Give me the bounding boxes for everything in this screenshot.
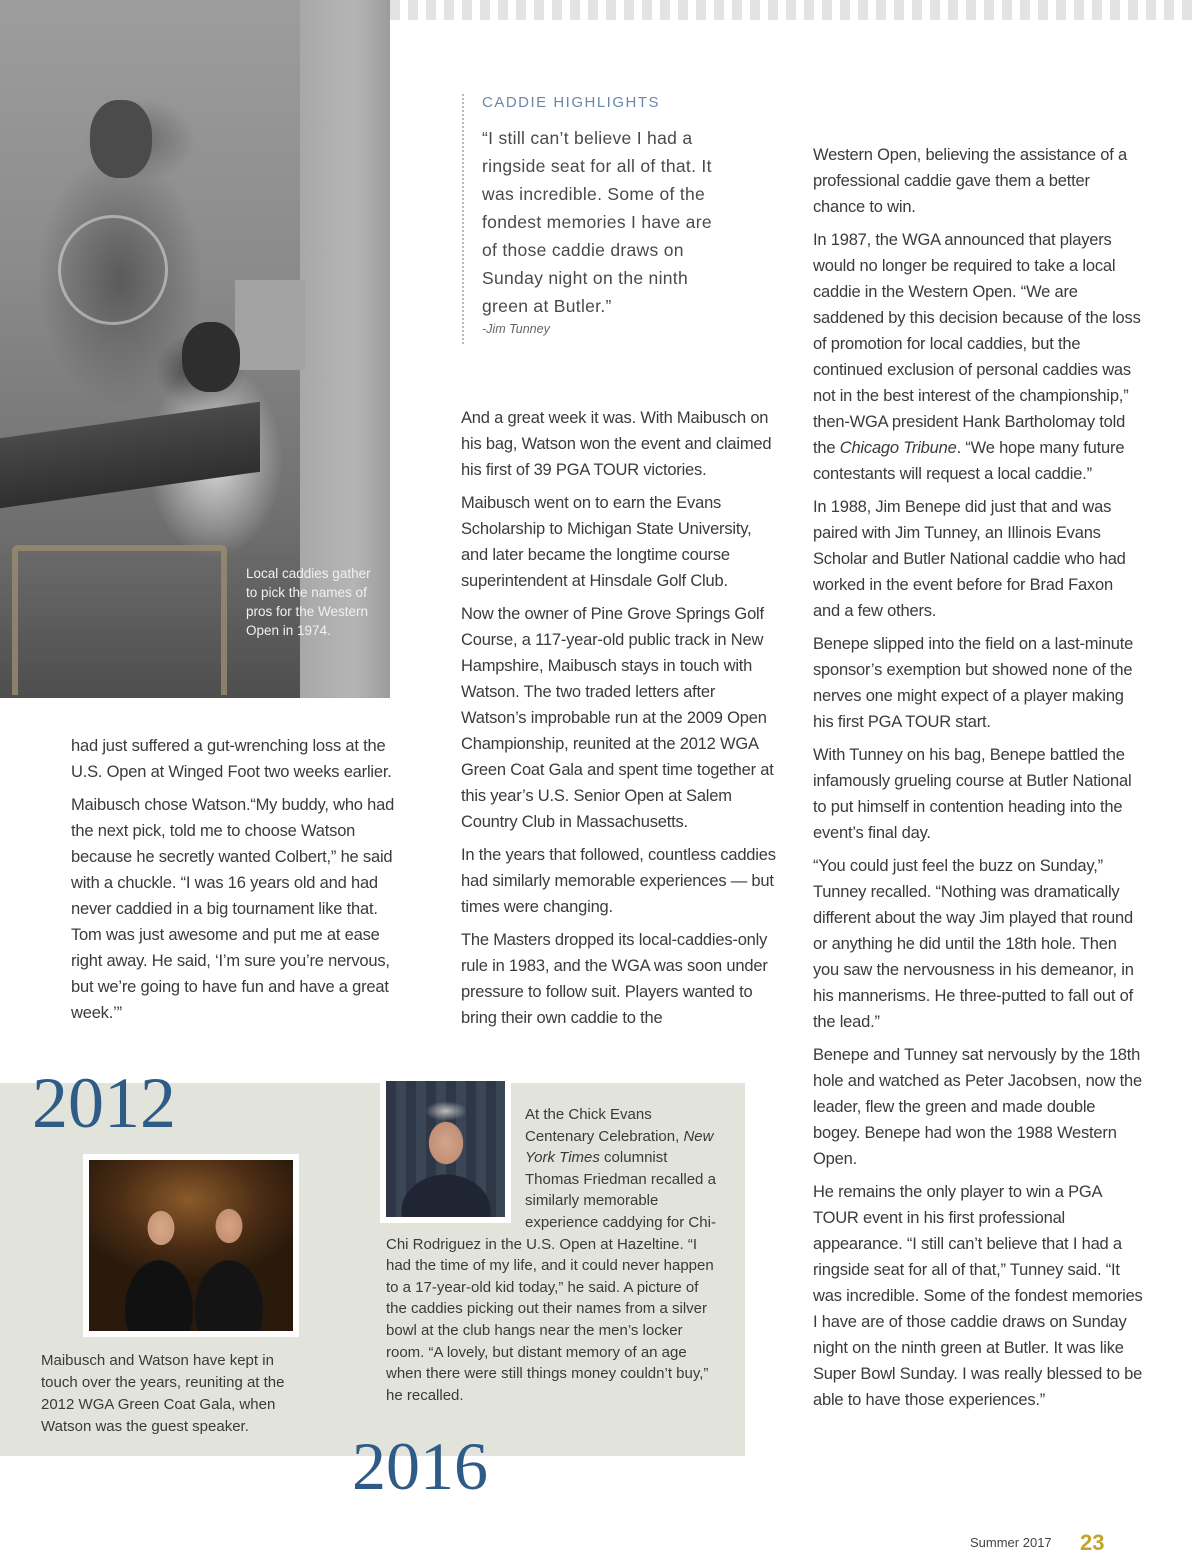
issue-label: Summer 2017 [970, 1535, 1052, 1550]
photo-wall [235, 280, 305, 370]
paragraph: Western Open, believing the assistance of a professional caddie gave them a better chance to win. [813, 146, 1127, 216]
publication-name: New York Times [525, 1127, 714, 1167]
highlights-label: CADDIE HIGHLIGHTS [482, 94, 661, 111]
photo-gala-2012 [83, 1154, 299, 1337]
article-column-right [813, 142, 1143, 1420]
paragraph: And a great week it was. With Maibusch on his bag, Watson won the event and claimed his first of 39 PGA TOUR victories. [461, 409, 772, 479]
highlights-attribution: -Jim Tunney [482, 322, 550, 336]
photo-chair [12, 545, 227, 695]
paragraph: Maibusch went on to earn the Evans Scholarship to Michigan State University, and later became the longtime course superintendent at Hinsdale Golf Club. [461, 494, 752, 590]
photo-caddie-seated [182, 322, 240, 392]
paragraph-text: . “We hope many future contestants will request a local caddie.” [813, 439, 1125, 483]
photo-desk [0, 402, 260, 509]
paragraph-text: In 1987, the WGA announced that players would no longer be required to take a local caddie in the Western Open. “We are saddened by this decision because of the loss of promotion for local caddies, but the continued exclusion of personal caddies was not in the best interest of the championship,” then-WGA president Hank Bartholomay told the [813, 231, 1141, 457]
year-heading-2012: 2012 [32, 1063, 176, 1143]
page-number: 23 [1080, 1530, 1105, 1555]
caption-2016 [386, 1104, 716, 1406]
photo-image [89, 1160, 293, 1331]
photo-caption: Local caddies gather to pick the names of pros for the Western Open in 1974. [246, 566, 371, 638]
photo-shirt-logo [58, 215, 168, 325]
paragraph: In 1988, Jim Benepe did just that and was paired with Jim Tunney, an Illinois Evans Scholar and Butler National caddie who had worked in the event before for Brad Faxon and a few others. [813, 498, 1126, 620]
article-column-left [71, 733, 401, 1033]
photo-caddie-standing [90, 100, 152, 178]
publication-name: Chicago Tribune [839, 439, 957, 457]
paragraph: had just suffered a gut-wrenching loss at the U.S. Open at Winged Foot two weeks earlier. [71, 737, 392, 781]
article-column-middle [461, 405, 776, 1038]
paragraph: Maibusch chose Watson.“My buddy, who had the next pick, told me to choose Watson because he secretly wanted Colbert,” he said with a chuckle. “I was 16 years old and had never caddied in a big tournament like that. Tom was just awesome and put me at ease right away. He said, ‘I’m sure you’re nervous, but we’re going to have fun and have a great week.’” [71, 796, 395, 1022]
paragraph: In the years that followed, countless caddies had similarly memorable experiences — but times were changing. [461, 846, 776, 916]
paragraph: “You could just feel the buzz on Sunday,” Tunney recalled. “Nothing was dramatically different about the way Jim played that round or anything he did until the 18th hole. Then you saw the nervousness in his demeanor, in his mannerisms. He three-putted to fall out of the lead.” [813, 857, 1134, 1031]
caption-2012: Maibusch and Watson have kept in touch over the years, reuniting at the 2012 WGA Green Coat Gala, when Watson was the guest speaker. [41, 1352, 285, 1435]
paragraph: Benepe slipped into the field on a last-minute sponsor’s exemption but showed none of the nerves one might expect of a player making his first PGA TOUR start. [813, 635, 1134, 731]
year-heading-2016: 2016 [352, 1428, 488, 1504]
caption-text: columnist Thomas Friedman recalled a similarly memorable experience caddying for Chi-Chi Rodriguez in the U.S. Open at Hazeltine. “I had the time of my life, and it could never happen to a 17-year-old kid today,” he said. A picture of the caddies picking out their names from a silver bowl at the club hangs near the men’s locker room. “A lovely, but distant memory of an age when there were still things money couldn’t buy,” he recalled. [386, 1149, 716, 1404]
decorative-top-strip [390, 0, 1200, 20]
highlights-quote: “I still can’t believe I had a ringside seat for all of that. It was incredible. Some of the fondest memories I have are of those caddie draws on Sunday night on the ninth green at Butler.” [482, 128, 712, 316]
caddie-highlights [462, 94, 722, 344]
paragraph [813, 227, 1143, 487]
paragraph: Now the owner of Pine Grove Springs Golf Course, a 117-year-old public track in New Hampshire, Maibusch stays in touch with Watson. The two traded letters after Watson’s improbable run at the 2009 Open Championship, reunited at the 2012 WGA Green Coat Gala and spent time together at this year’s U.S. Senior Open at Salem Country Club in Massachusetts. [461, 605, 774, 831]
paragraph: Benepe and Tunney sat nervously by the 18th hole and watched as Peter Jacobsen, now the leader, flew the green and made double bogey. Benepe had won the 1988 Western Open. [813, 1046, 1142, 1168]
paragraph: With Tunney on his bag, Benepe battled the infamously grueling course at Butler National to put himself in contention heading into the event’s final day. [813, 746, 1132, 842]
dotted-rule [462, 94, 464, 344]
caption-text: At the Chick Evans Centenary Celebration, [525, 1106, 684, 1145]
paragraph: The Masters dropped its local-caddies-only rule in 1983, and the WGA was soon under pressure to follow suit. Players wanted to bring their own caddie to the [461, 931, 768, 1027]
paragraph: He remains the only player to win a PGA TOUR event in his first professional appearance. “I still can’t believe that I had a ringside seat for all of that,” Tunney said. “It was incredible. Some of the fondest memories I have are of those caddie draws on Sunday night on the ninth green at Butler. It was like Super Bowl Sunday. I was really blessed to be able to have those experiences.” [813, 1183, 1143, 1409]
archival-photo-1974 [0, 0, 390, 698]
